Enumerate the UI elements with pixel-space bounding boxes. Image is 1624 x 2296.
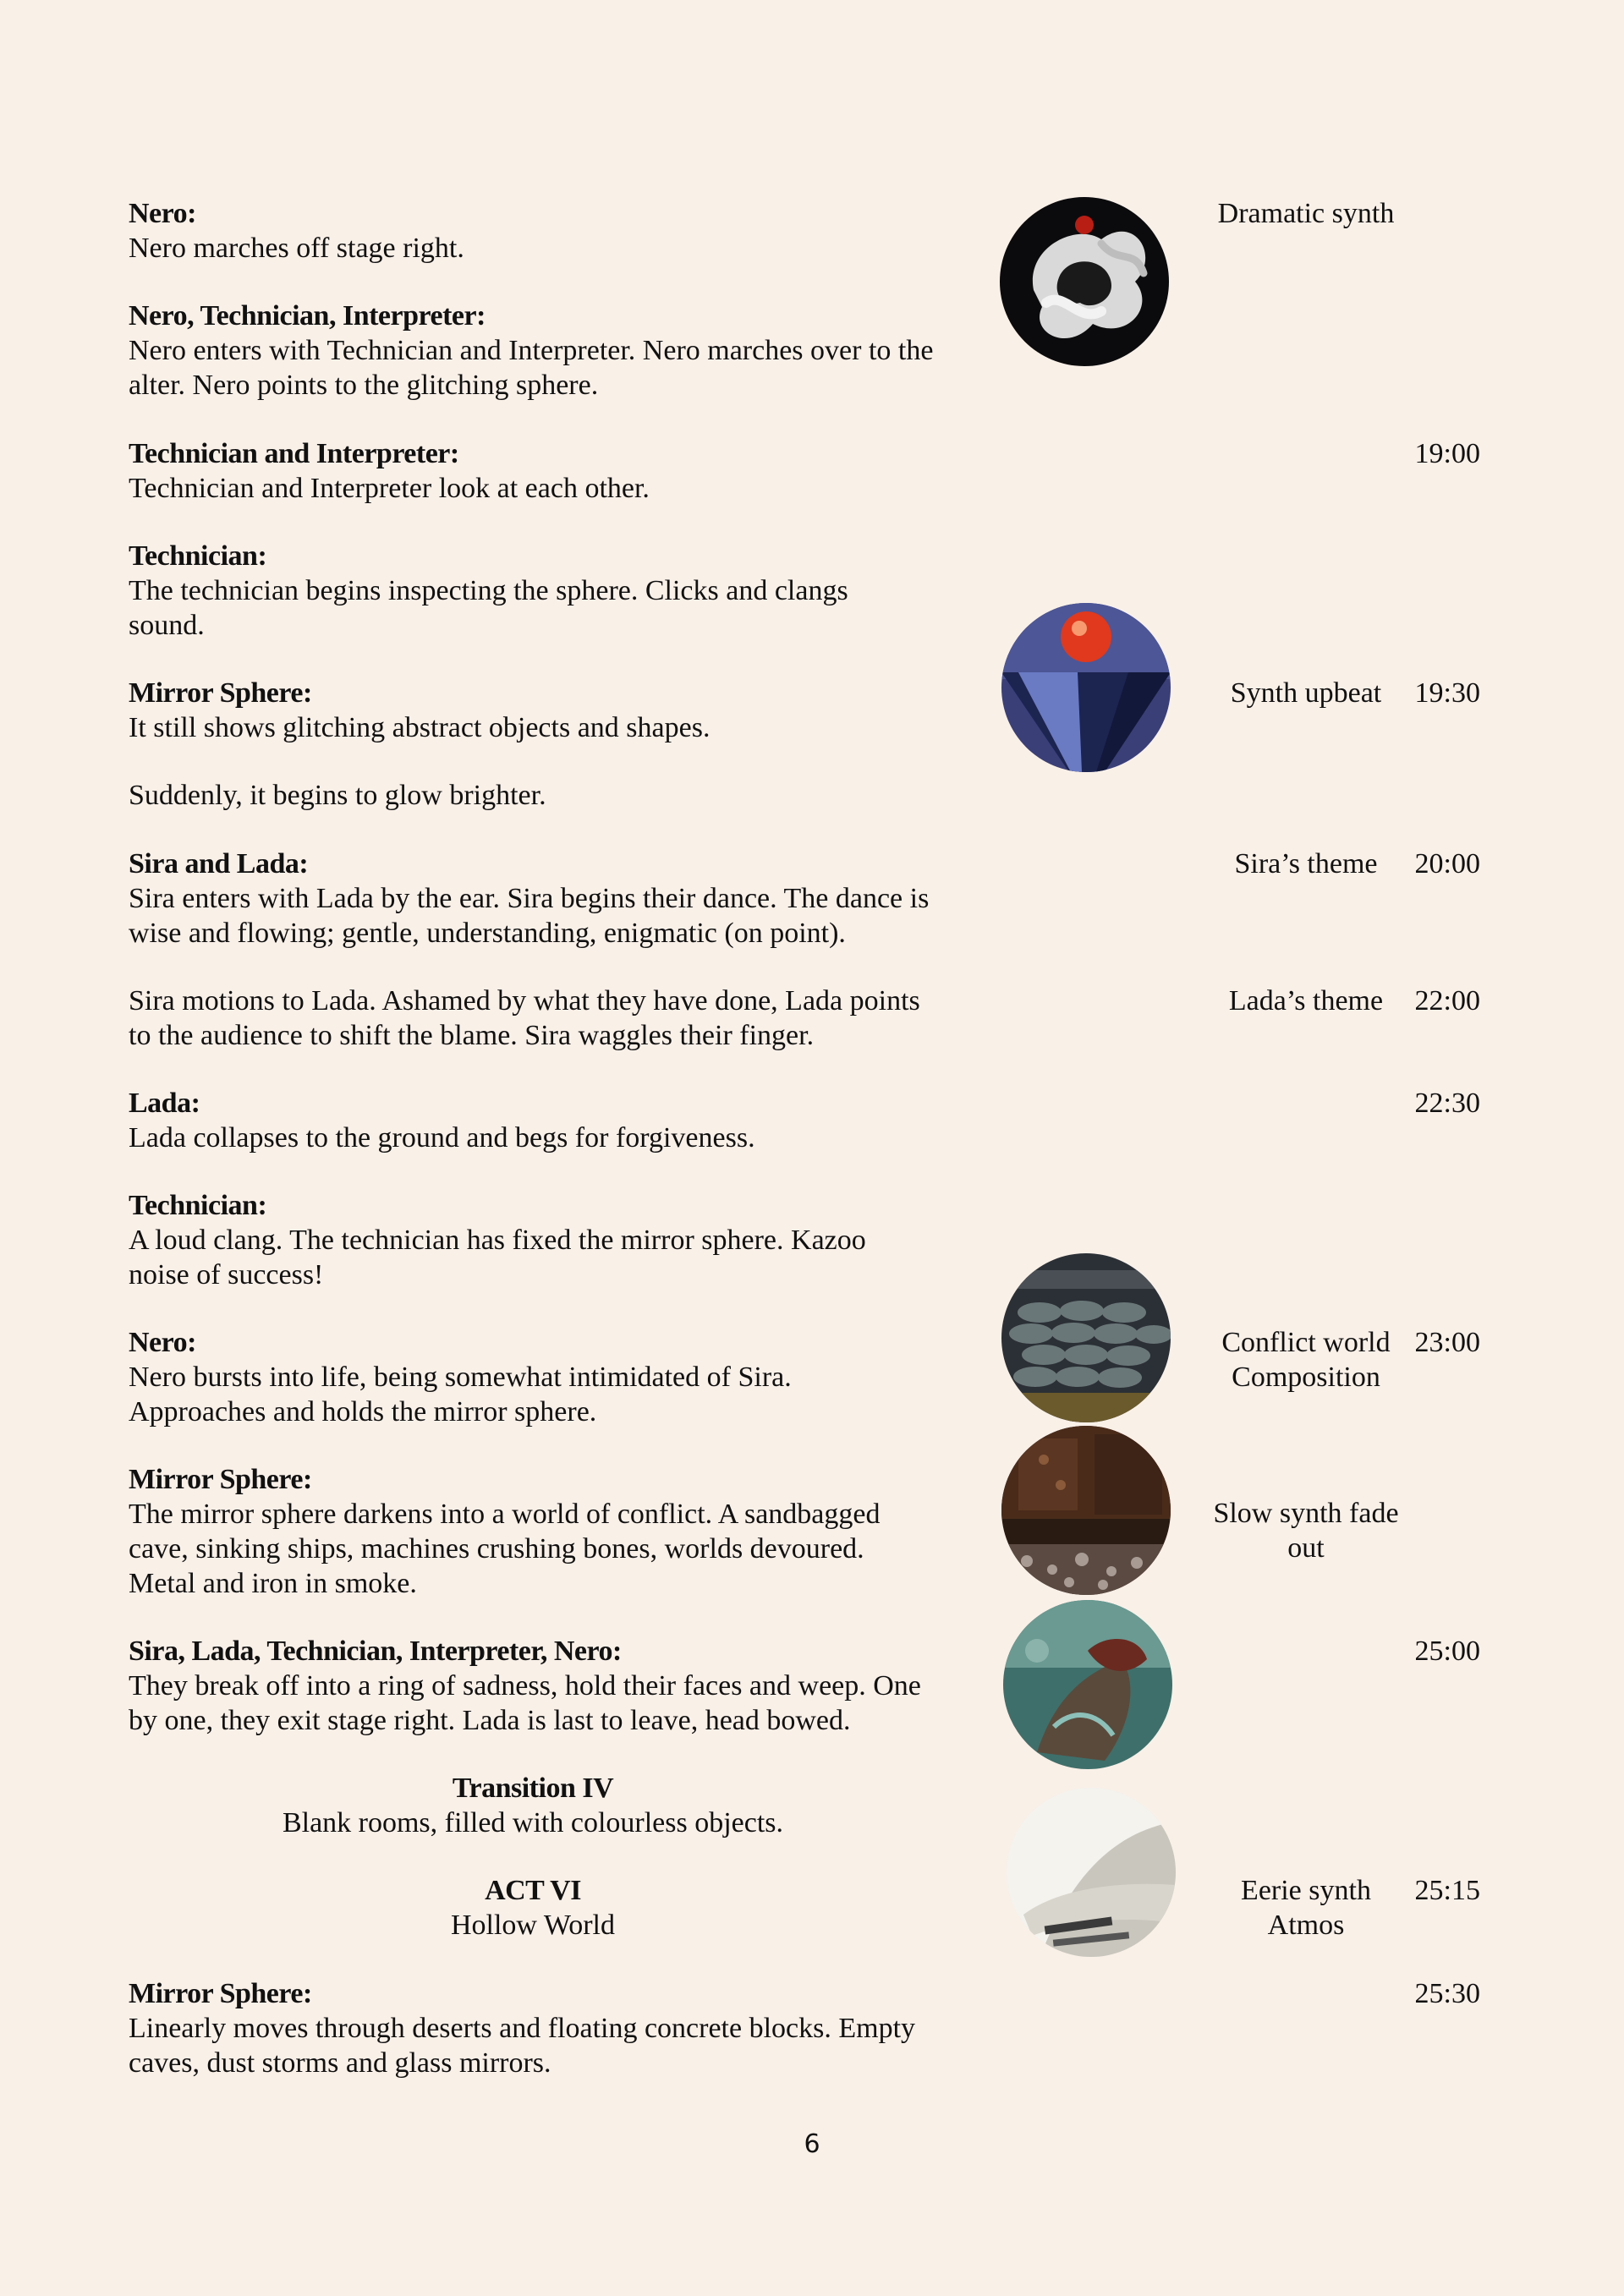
- white-sculpture-image: [1000, 197, 1169, 366]
- script-block: [129, 1188, 907, 1292]
- script-block: [129, 984, 941, 1053]
- transition-title: Transition IV: [452, 1773, 614, 1804]
- character-heading: Mirror Sphere:: [129, 1464, 312, 1495]
- music-cue: Dramatic synth: [1217, 198, 1395, 229]
- character-heading: Nero, Technician, Interpreter:: [129, 300, 486, 332]
- timestamp: 20:00: [1414, 848, 1480, 879]
- music-cue: Sira’s theme: [1234, 848, 1378, 879]
- script-block: [129, 539, 907, 643]
- stage-direction: Nero bursts into life, being somewhat intimidated of Sira. Approaches and holds the mirror sphere.: [129, 1362, 792, 1427]
- stage-direction: Nero marches off stage right.: [129, 233, 464, 264]
- stage-direction: Lada collapses to the ground and begs for forgiveness.: [129, 1122, 755, 1153]
- script-block: [129, 1325, 873, 1429]
- transition-description: Blank rooms, filled with colourless objects.: [282, 1807, 784, 1838]
- script-block: [129, 436, 941, 506]
- act-block: [129, 1873, 937, 1943]
- script-block: [129, 778, 941, 813]
- character-heading: Mirror Sphere:: [129, 1978, 312, 2009]
- stage-direction: The technician begins inspecting the sphere. Clicks and clangs sound.: [129, 575, 848, 641]
- white-concrete-room-image: [1007, 1788, 1176, 1957]
- music-cue: Lada’s theme: [1228, 985, 1384, 1016]
- character-heading: Sira and Lada:: [129, 848, 309, 879]
- character-heading: Technician and Interpreter:: [129, 438, 459, 469]
- timestamp: 25:15: [1414, 1875, 1480, 1906]
- music-cue: Eerie synth Atmos: [1241, 1875, 1371, 1941]
- page-number: 6: [804, 2129, 820, 2159]
- stage-direction: They break off into a ring of sadness, hold their faces and weep. One by one, they exit stage right. Lada is last to leave, head bowed.: [129, 1670, 921, 1736]
- character-heading: Technician:: [129, 540, 267, 572]
- character-heading: Sira, Lada, Technician, Interpreter, Nero:: [129, 1636, 622, 1667]
- timestamp: 25:00: [1414, 1636, 1480, 1667]
- character-heading: Technician:: [129, 1190, 267, 1221]
- act-title: ACT VI: [485, 1875, 581, 1906]
- red-sphere-cone-image: [1001, 603, 1171, 772]
- stage-direction: Sira enters with Lada by the ear. Sira begins their dance. The dance is wise and flowing; gentle, understanding, enigmatic (on point).: [129, 883, 930, 949]
- character-heading: Mirror Sphere:: [129, 677, 312, 709]
- timestamp: 23:00: [1414, 1327, 1480, 1358]
- script-block: [129, 676, 941, 745]
- stage-direction: The mirror sphere darkens into a world of conflict. A sandbagged cave, sinking ships, machines crushing bones, worlds devoured. Metal and iron in smoke.: [129, 1499, 881, 1599]
- timestamp: 22:30: [1414, 1088, 1480, 1119]
- script-block: [129, 1462, 924, 1601]
- stage-direction: Suddenly, it begins to glow brighter.: [129, 780, 546, 811]
- act-subtitle: Hollow World: [450, 1910, 616, 1941]
- music-cue: Conflict world Composition: [1221, 1327, 1391, 1393]
- stage-direction: A loud clang. The technician has fixed the mirror sphere. Kazoo noise of success!: [129, 1225, 866, 1290]
- stage-direction: Linearly moves through deserts and floating concrete blocks. Empty caves, dust storms and glass mirrors.: [129, 2013, 916, 2079]
- script-block: [129, 1634, 941, 1738]
- script-block: [129, 847, 941, 951]
- stage-direction: It still shows glitching abstract objects and shapes.: [129, 712, 710, 743]
- stage-direction: Sira motions to Lada. Ashamed by what they have done, Lada points to the audience to shift the blame. Sira waggles their finger.: [129, 985, 920, 1051]
- stage-direction: Technician and Interpreter look at each other.: [129, 473, 650, 504]
- character-heading: Lada:: [129, 1088, 200, 1119]
- transition-block: [129, 1771, 937, 1840]
- music-cue: Slow synth fade out: [1213, 1498, 1399, 1564]
- script-block: [129, 1976, 941, 2080]
- music-cue: Synth upbeat: [1230, 677, 1382, 709]
- script-block: [129, 196, 941, 266]
- script-block: [129, 1086, 941, 1155]
- sandbag-cave-image: [1001, 1253, 1171, 1422]
- stage-direction: Nero enters with Technician and Interpreter. Nero marches over to the alter. Nero points to the glitching sphere.: [129, 335, 934, 401]
- rusted-machine-image: [1001, 1426, 1171, 1595]
- timestamp: 22:00: [1414, 985, 1480, 1016]
- script-block: [129, 299, 941, 403]
- timestamp: 25:30: [1414, 1978, 1480, 2009]
- timestamp: 19:00: [1414, 438, 1480, 469]
- sunken-ship-painting-image: [1003, 1600, 1172, 1769]
- character-heading: Nero:: [129, 198, 196, 229]
- character-heading: Nero:: [129, 1327, 196, 1358]
- timestamp: 19:30: [1414, 677, 1480, 709]
